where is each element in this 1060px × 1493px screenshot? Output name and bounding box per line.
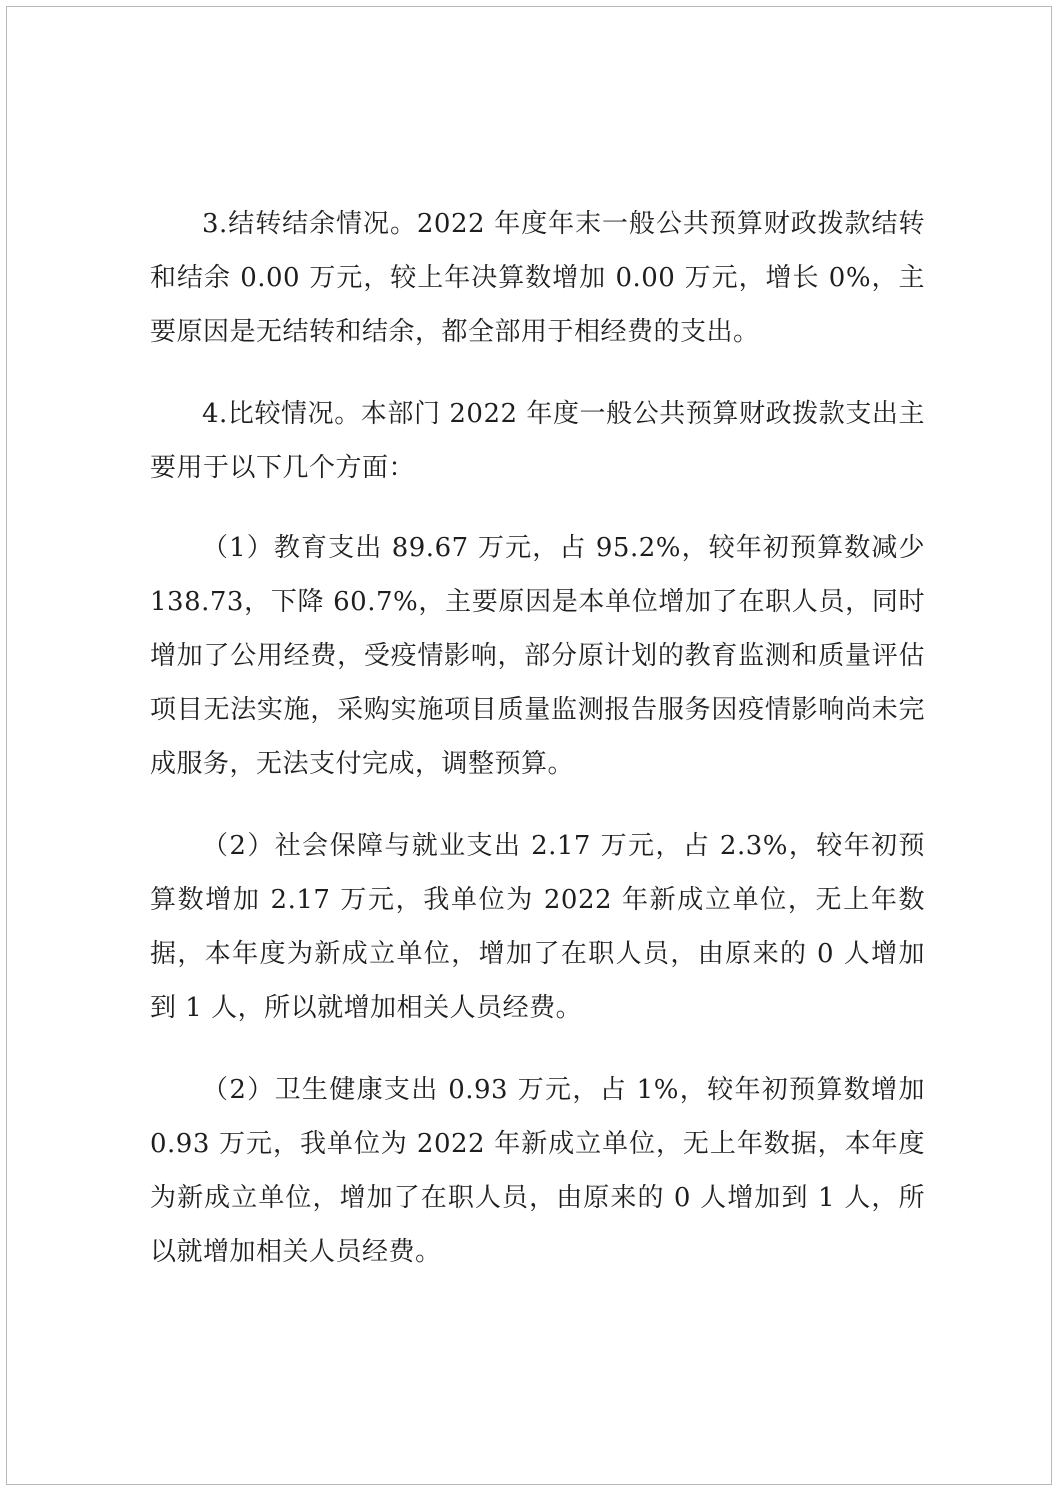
paragraph-text: （2）社会保障与就业支出 2.17 万元，占 2.3%，较年初预算数增加 2.17 万元，我单位为 2022 年新成立单位，无上年数据，本年度为新成立单位，增加了在职人员，由原来的 0 人增加到 1 人，所以就增加相关人员经费。 (150, 831, 925, 1023)
paragraph-text: 3.结转结余情况。2022 年度年末一般公共预算财政拨款结转和结余 0.00 万元，较上年决算数增加 0.00 万元，增长 0%，主要原因是无结转和结余，都全部用于相经费的支出。 (150, 209, 925, 347)
paragraph-carryover-balance (150, 197, 925, 359)
paragraph-comparison-intro (150, 387, 925, 495)
paragraph-education-expenditure (150, 521, 925, 791)
document-page (6, 6, 1052, 1485)
paragraph-text: （1）教育支出 89.67 万元，占 95.2%，较年初预算数减少 138.73，下降 60.7%，主要原因是本单位增加了在职人员，同时增加了公用经费，受疫情影响，部分原计划的教育监测和质量评估项目无法实施，采购实施项目质量监测报告服务因疫情影响尚未完成服务，无法支付完成，调整预算。 (150, 533, 925, 779)
paragraph-text: 4.比较情况。本部门 2022 年度一般公共预算财政拨款支出主要用于以下几个方面： (150, 399, 925, 483)
paragraph-social-security-expenditure (150, 819, 925, 1035)
paragraph-text: （2）卫生健康支出 0.93 万元，占 1%，较年初预算数增加 0.93 万元，我单位为 2022 年新成立单位，无上年数据，本年度为新成立单位，增加了在职人员，由原来的 0 人增加到 1 人，所以就增加相关人员经费。 (150, 1075, 925, 1267)
paragraph-health-expenditure (150, 1063, 925, 1279)
